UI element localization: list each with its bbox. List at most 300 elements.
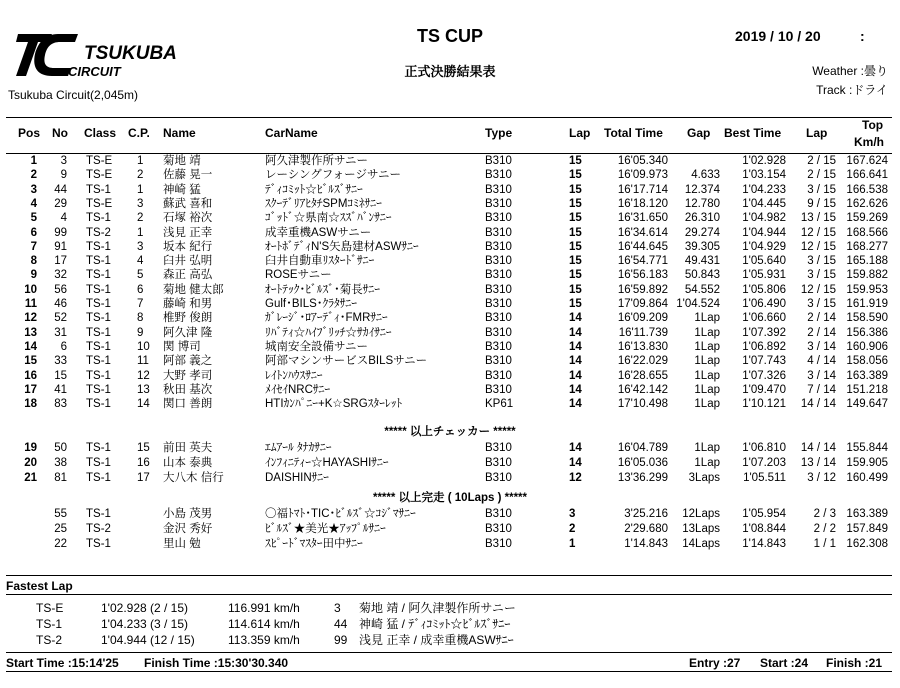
cell-no: 52: [54, 312, 67, 325]
col-top-speed-unit: Km/h: [854, 135, 884, 149]
cell-car: ﾃﾞｨｺﾐｯﾄ☆ﾋﾞﾙｽﾞｻﾆｰ: [265, 183, 363, 196]
cell-total: 16'05.036: [617, 457, 668, 469]
cell-car: 〇福ﾄﾏﾄ･TIC･ﾋﾞﾙｽﾞ☆ｺｼﾞﾏｻﾆｰ: [265, 508, 416, 520]
cell-best: 1'10.121: [742, 398, 786, 411]
cell-total: 16'17.714: [617, 183, 668, 196]
cell-no: 56: [54, 283, 67, 296]
fl-cell-who: 神崎 猛 / ﾃﾞｨｺﾐｯﾄ☆ﾋﾞﾙｽﾞｻﾆｰ: [359, 617, 511, 631]
cell-cp: 12: [137, 369, 150, 382]
cell-cls: TS-1: [86, 442, 111, 454]
cell-total: 2'29.680: [624, 523, 668, 535]
cell-gap: 29.274: [684, 226, 720, 239]
cell-car: ﾚｲﾄﾝﾊｳｽｻﾆｰ: [265, 369, 323, 382]
cell-name: 蘇武 喜和: [163, 197, 213, 210]
cell-best: 1'07.392: [742, 326, 786, 339]
cell-lap: 14: [569, 326, 582, 339]
cell-no: 38: [54, 457, 67, 469]
cell-type: B310: [485, 508, 512, 520]
table-row: [0, 241, 900, 254]
cell-total: 16'13.830: [617, 340, 668, 353]
cell-car: 阿久津製作所サニー: [265, 155, 369, 167]
footer-top-divider: [6, 652, 892, 653]
table-row: [0, 255, 900, 268]
cell-name: 里山 勉: [163, 538, 201, 550]
cell-cp: 8: [137, 312, 144, 325]
cell-type: B310: [485, 355, 512, 368]
cell-cls: TS-1: [86, 240, 111, 253]
cell-gap: 1Lap: [694, 355, 720, 368]
cell-type: B310: [485, 383, 512, 396]
cell-lap: 2: [569, 523, 576, 535]
cell-lap: 1: [569, 538, 576, 550]
cell-top: 166.641: [846, 169, 888, 182]
cell-best: 1'04.233: [742, 183, 786, 196]
cell-no: 9: [60, 169, 67, 182]
cell-best: 1'04.944: [742, 226, 786, 239]
table-row: [0, 370, 900, 383]
cell-cls: TS-2: [86, 523, 111, 535]
cell-top: 167.624: [846, 155, 888, 167]
cell-cls: TS-E: [86, 197, 113, 210]
cell-total: 16'28.655: [617, 369, 668, 382]
cell-car: ｵｰﾄﾃｯｸ･ﾋﾞﾙｽﾞ･菊長ｻﾆｰ: [265, 283, 380, 296]
cell-top: 160.906: [846, 340, 888, 353]
cell-top: 163.389: [846, 508, 888, 520]
cell-gap: 1Lap: [694, 457, 720, 469]
cell-gap: 1Lap: [694, 312, 720, 325]
cell-best: 1'07.326: [742, 369, 786, 382]
cell-bl: 3 / 14: [807, 369, 836, 382]
cell-name: 秋田 基次: [163, 383, 213, 396]
cell-bl: 3 / 12: [807, 472, 836, 484]
cell-cp: 10: [137, 340, 150, 353]
fastest-lap-title-divider: [6, 594, 892, 595]
cell-no: 33: [54, 355, 67, 368]
header-bottom-divider: [6, 153, 892, 154]
cell-pos: 10: [24, 283, 37, 296]
cell-best: 1'05.931: [742, 269, 786, 282]
cell-cp: 2: [137, 212, 144, 225]
cell-top: 151.218: [846, 383, 888, 396]
cell-type: B310: [485, 169, 512, 182]
cell-top: 159.905: [846, 457, 888, 469]
cell-name: 金沢 秀好: [163, 523, 213, 535]
cell-best: 1'05.806: [742, 283, 786, 296]
cell-pos: 20: [24, 457, 37, 469]
cell-top: 168.566: [846, 226, 888, 239]
cell-bl: 2 / 14: [807, 312, 836, 325]
cell-best: 1'06.660: [742, 312, 786, 325]
cell-cp: 15: [137, 442, 150, 454]
cell-car: ｵｰﾄﾎﾞﾃﾞｨN'S矢島建材ASWｻﾆｰ: [265, 240, 419, 253]
cell-bl: 14 / 14: [800, 442, 836, 454]
cell-pos: 21: [24, 472, 37, 484]
table-row: [0, 227, 900, 240]
cell-total: 3'25.216: [624, 508, 668, 520]
cell-name: 関 博司: [163, 340, 201, 353]
cell-best: 1'08.844: [742, 523, 786, 535]
table-row: [0, 169, 900, 182]
cell-no: 29: [54, 197, 67, 210]
cell-lap: 3: [569, 508, 576, 520]
cell-total: 16'05.340: [617, 155, 668, 167]
fl-cell-speed: 113.359 km/h: [228, 633, 300, 647]
cell-pos: 12: [24, 312, 37, 325]
cell-name: 佐藤 晃一: [163, 169, 213, 182]
cell-type: B310: [485, 326, 512, 339]
cell-best: 1'14.843: [742, 538, 786, 550]
cell-no: 31: [54, 326, 67, 339]
table-row: [0, 269, 900, 282]
cell-name: 大八木 信行: [163, 472, 224, 484]
cell-bl: 2 / 15: [807, 155, 836, 167]
cell-cp: 2: [137, 169, 144, 182]
cell-pos: 18: [24, 398, 37, 411]
fl-cell-who: 浅見 正幸 / 成幸重機ASWｻﾆｰ: [359, 633, 514, 647]
starter-count: Start :24: [760, 656, 809, 670]
finisher-count: Finish :21: [826, 656, 883, 670]
cell-total: 16'59.892: [617, 283, 668, 296]
cell-car: ｶﾞﾚｰｼﾞ･ﾛｱｰﾃﾞｨ･FMRｻﾆｰ: [265, 312, 388, 325]
cell-pos: 13: [24, 326, 37, 339]
cell-total: 16'34.614: [617, 226, 668, 239]
cell-best: 1'05.640: [742, 255, 786, 268]
cell-total: 1'14.843: [624, 538, 668, 550]
cell-lap: 14: [569, 457, 582, 469]
cell-gap: 1Lap: [694, 383, 720, 396]
col-name: Name: [163, 126, 196, 140]
cell-type: B310: [485, 298, 512, 310]
cell-top: 162.308: [846, 538, 888, 550]
cell-pos: 14: [24, 340, 37, 353]
cell-car: DAISHINｻﾆｰ: [265, 472, 329, 484]
cell-cls: TS-1: [86, 298, 111, 310]
cell-best: 1'05.954: [742, 508, 786, 520]
cell-no: 25: [54, 523, 67, 535]
document-title: 正式決勝結果表: [404, 64, 496, 79]
cell-pos: 11: [24, 298, 37, 310]
cell-top: 166.538: [846, 183, 888, 196]
cell-no: 44: [54, 183, 67, 196]
cell-gap: 12Laps: [682, 508, 720, 520]
cell-lap: 15: [569, 197, 582, 210]
cell-cls: TS-1: [86, 383, 111, 396]
cell-bl: 2 / 14: [807, 326, 836, 339]
cell-bl: 12 / 15: [800, 226, 836, 239]
cell-cls: TS-1: [86, 283, 111, 296]
cell-pos: 19: [24, 442, 37, 454]
cell-car: ROSEサニー: [265, 269, 332, 282]
cell-type: B310: [485, 255, 512, 268]
cell-gap: 13Laps: [682, 523, 720, 535]
table-row: [0, 538, 900, 551]
cell-cp: 1: [137, 226, 144, 239]
cell-top: 159.269: [846, 212, 888, 225]
cell-car: 城南安全設備サニー: [265, 340, 369, 353]
cell-cp: 14: [137, 398, 150, 411]
cell-cls: TS-1: [86, 398, 111, 411]
cell-lap: 15: [569, 269, 582, 282]
cell-total: 16'09.973: [617, 169, 668, 182]
cell-best: 1'06.810: [742, 442, 786, 454]
cell-top: 162.626: [846, 197, 888, 210]
cell-cls: TS-2: [86, 226, 111, 239]
cell-type: B310: [485, 283, 512, 296]
checker-separator: ***** 以上チェッカー *****: [384, 426, 516, 438]
cell-top: 159.953: [846, 283, 888, 296]
cell-lap: 14: [569, 383, 582, 396]
cell-gap: 1Lap: [694, 340, 720, 353]
table-row: [0, 523, 900, 536]
cell-total: 17'09.864: [617, 298, 668, 310]
cell-bl: 3 / 15: [807, 269, 836, 282]
cell-total: 16'22.029: [617, 355, 668, 368]
table-row: [0, 384, 900, 397]
cell-bl: 3 / 14: [807, 340, 836, 353]
cell-pos: 8: [30, 255, 37, 268]
cell-no: 50: [54, 442, 67, 454]
cell-bl: 3 / 15: [807, 183, 836, 196]
cell-gap: 14Laps: [682, 538, 720, 550]
logo-bottom-text: CIRCUIT: [68, 64, 121, 79]
cell-car: ﾒｲｾｲNRCｻﾆｰ: [265, 383, 331, 396]
col-total-time: Total Time: [604, 126, 663, 140]
cell-type: B310: [485, 369, 512, 382]
cell-car: ｺﾞｯﾄﾞ☆県南☆ｽｽﾞﾊﾞﾝｻﾆｰ: [265, 212, 392, 225]
cell-car: ｲﾝﾌｨﾆﾃｨｰ☆HAYASHIｻﾆｰ: [265, 457, 389, 469]
table-row: [0, 508, 900, 521]
cell-car: 成幸重機ASWサニー: [265, 226, 372, 239]
cell-gap: 1'04.524: [676, 298, 720, 310]
cell-lap: 15: [569, 212, 582, 225]
cell-best: 1'05.511: [743, 472, 786, 484]
cell-type: B310: [485, 212, 512, 225]
cell-lap: 14: [569, 369, 582, 382]
fastest-lap-row: [0, 616, 900, 632]
cell-name: 大野 孝司: [163, 369, 213, 382]
cell-type: B310: [485, 269, 512, 282]
cell-type: B310: [485, 226, 512, 239]
cell-cp: 5: [137, 269, 144, 282]
cell-bl: 7 / 14: [807, 383, 836, 396]
cell-pos: 9: [30, 269, 37, 282]
cell-total: 17'10.498: [617, 398, 668, 411]
table-row: [0, 298, 900, 311]
cell-top: 161.919: [846, 298, 888, 310]
cell-lap: 14: [569, 340, 582, 353]
cell-no: 91: [54, 240, 67, 253]
cell-gap: 1Lap: [694, 398, 720, 411]
fastest-lap-title: Fastest Lap: [6, 579, 73, 593]
cell-cls: TS-1: [86, 369, 111, 382]
col-top-speed: Top: [862, 118, 884, 132]
cell-type: B310: [485, 442, 512, 454]
cell-cls: TS-1: [86, 212, 111, 225]
cell-total: 16'09.209: [617, 312, 668, 325]
cell-best: 1'03.154: [742, 169, 786, 182]
cell-cls: TS-1: [86, 355, 111, 368]
cell-top: 159.882: [846, 269, 888, 282]
cell-pos: 7: [30, 240, 37, 253]
cell-name: 菊地 靖: [163, 155, 201, 167]
cell-bl: 12 / 15: [800, 283, 836, 296]
cell-top: 168.277: [846, 240, 888, 253]
fl-cell-no: 44: [334, 617, 348, 631]
table-row: [0, 184, 900, 197]
cell-no: 41: [54, 383, 67, 396]
cell-type: B310: [485, 183, 512, 196]
cell-gap: 3Laps: [688, 472, 720, 484]
cell-cp: 6: [137, 283, 144, 296]
cell-cls: TS-1: [86, 457, 111, 469]
cell-cp: 13: [137, 383, 150, 396]
fl-cell-no: 99: [334, 633, 348, 647]
event-title: TS CUP: [416, 26, 483, 46]
cell-lap: 15: [569, 283, 582, 296]
cell-lap: 15: [569, 298, 582, 310]
cell-total: 16'31.650: [617, 212, 668, 225]
cell-name: 森正 高弘: [163, 269, 213, 282]
cell-gap: 1Lap: [694, 326, 720, 339]
cell-no: 46: [54, 298, 67, 310]
table-row: [0, 312, 900, 325]
cell-cls: TS-1: [86, 269, 111, 282]
race-footer: [0, 656, 900, 670]
cell-bl: 14 / 14: [800, 398, 836, 411]
fastest-lap-row: [0, 632, 900, 648]
cell-pos: 5: [30, 212, 37, 225]
cell-best: 1'06.892: [742, 340, 786, 353]
cell-top: 165.188: [846, 255, 888, 268]
cell-total: 16'42.142: [617, 383, 668, 396]
cell-name: 椎野 俊朗: [163, 312, 213, 325]
cell-best: 1'04.929: [742, 240, 786, 253]
cell-car: 臼井自動車ﾘｽﾀｰﾄﾞｻﾆｰ: [265, 255, 375, 268]
cell-car: ﾋﾞﾙｽﾞ★美光★ｱｯﾌﾟﾙｻﾆｰ: [265, 523, 386, 535]
cell-lap: 15: [569, 183, 582, 196]
cell-lap: 15: [569, 240, 582, 253]
cell-best: 1'09.470: [742, 383, 786, 396]
track-condition-label: Track :ドライ: [816, 83, 888, 97]
table-row: [0, 198, 900, 211]
col-best-time: Best Time: [724, 126, 782, 140]
table-row: [0, 327, 900, 340]
cell-type: KP61: [485, 398, 514, 411]
table-row: [0, 284, 900, 297]
cell-type: B310: [485, 340, 512, 353]
cell-no: 83: [54, 398, 67, 411]
cell-lap: 14: [569, 398, 582, 411]
cell-best: 1'04.445: [742, 197, 786, 210]
date-colon: :: [860, 28, 865, 44]
results-table-header: [0, 118, 900, 154]
col-type: Type: [485, 126, 513, 140]
cell-cp: 7: [137, 298, 144, 310]
cell-car: ｽﾋﾟｰﾄﾞﾏｽﾀｰ田中ｻﾆｰ: [265, 538, 363, 550]
cell-car: 阿部マシンサービスBILSサニー: [265, 355, 428, 368]
cell-car: ﾘﾊﾞﾃｨ☆ﾊｲﾌﾞﾘｯﾁ☆ｻｶｲｻﾆｰ: [265, 326, 392, 339]
fl-cell-cls: TS-E: [36, 601, 64, 615]
cell-pos: 15: [24, 355, 37, 368]
weather-label: Weather :曇り: [812, 64, 888, 78]
cell-name: 臼井 弘明: [163, 255, 213, 268]
table-row: [0, 472, 900, 485]
cell-top: 149.647: [846, 398, 888, 411]
fl-cell-cls: TS-2: [36, 633, 63, 647]
cell-lap: 12: [569, 472, 582, 484]
cell-name: 前田 英夫: [163, 442, 213, 454]
cell-name: 藤崎 和男: [163, 298, 213, 310]
fl-cell-speed: 116.991 km/h: [228, 601, 300, 615]
cell-pos: 6: [30, 226, 37, 239]
col-gap: Gap: [687, 126, 711, 140]
race-date: 2019 / 10 / 20: [735, 28, 821, 44]
finish-time: Finish Time :15:30'30.340: [144, 656, 289, 670]
cell-type: B310: [485, 197, 512, 210]
cell-cp: 3: [137, 240, 144, 253]
cell-car: レーシングフォージサニー: [265, 169, 401, 182]
cell-cls: TS-1: [86, 508, 111, 520]
cell-total: 16'04.789: [617, 442, 668, 454]
cell-cp: 9: [137, 326, 144, 339]
cell-no: 81: [54, 472, 67, 484]
cell-gap: 54.552: [684, 283, 720, 296]
col-cp: C.P.: [128, 126, 150, 140]
footer-bottom-divider: [6, 671, 892, 672]
cell-cp: 17: [137, 472, 150, 484]
cell-name: 坂本 紀行: [163, 240, 213, 253]
cell-cls: TS-1: [86, 538, 111, 550]
fl-cell-time: 1'04.233 (3 / 15): [101, 617, 189, 631]
cell-top: 158.590: [846, 312, 888, 325]
cell-name: 阿久津 隆: [163, 326, 213, 339]
cell-pos: 17: [24, 383, 37, 396]
cell-bl: 3 / 15: [807, 298, 836, 310]
cell-pos: 2: [30, 169, 37, 182]
cell-bl: 13 / 14: [800, 457, 836, 469]
cell-car: ｽｸｰﾃﾞﾘｱﾋﾀﾁSPMｺﾐﾈｻﾆｰ: [265, 197, 382, 210]
cell-lap: 15: [569, 155, 582, 167]
cell-gap: 50.843: [684, 269, 720, 282]
cell-no: 32: [54, 269, 67, 282]
cell-cls: TS-1: [86, 312, 111, 325]
cell-type: B310: [485, 523, 512, 535]
cell-type: B310: [485, 155, 512, 167]
cell-total: 13'36.299: [617, 472, 668, 484]
cell-cls: TS-E: [86, 155, 113, 167]
cell-cls: TS-E: [86, 169, 113, 182]
cell-best: 1'07.743: [742, 355, 786, 368]
fl-cell-who: 菊地 靖 / 阿久津製作所サニー: [359, 601, 516, 615]
cell-cls: TS-1: [86, 326, 111, 339]
cell-lap: 14: [569, 355, 582, 368]
cell-bl: 12 / 15: [800, 240, 836, 253]
cell-no: 4: [60, 212, 67, 225]
fastest-lap-row: [0, 600, 900, 616]
cell-pos: 1: [30, 155, 37, 167]
cell-no: 55: [54, 508, 67, 520]
col-no: No: [52, 126, 68, 140]
cell-cp: 1: [137, 155, 144, 167]
col-lap: Lap: [569, 126, 591, 140]
cell-best: 1'04.982: [742, 212, 786, 225]
cell-name: 山本 泰典: [163, 457, 213, 469]
cell-name: 小島 茂男: [163, 508, 213, 520]
cell-name: 関口 善朗: [163, 398, 213, 411]
cell-bl: 2 / 15: [807, 169, 836, 182]
cell-cls: TS-1: [86, 472, 111, 484]
cell-bl: 13 / 15: [800, 212, 836, 225]
